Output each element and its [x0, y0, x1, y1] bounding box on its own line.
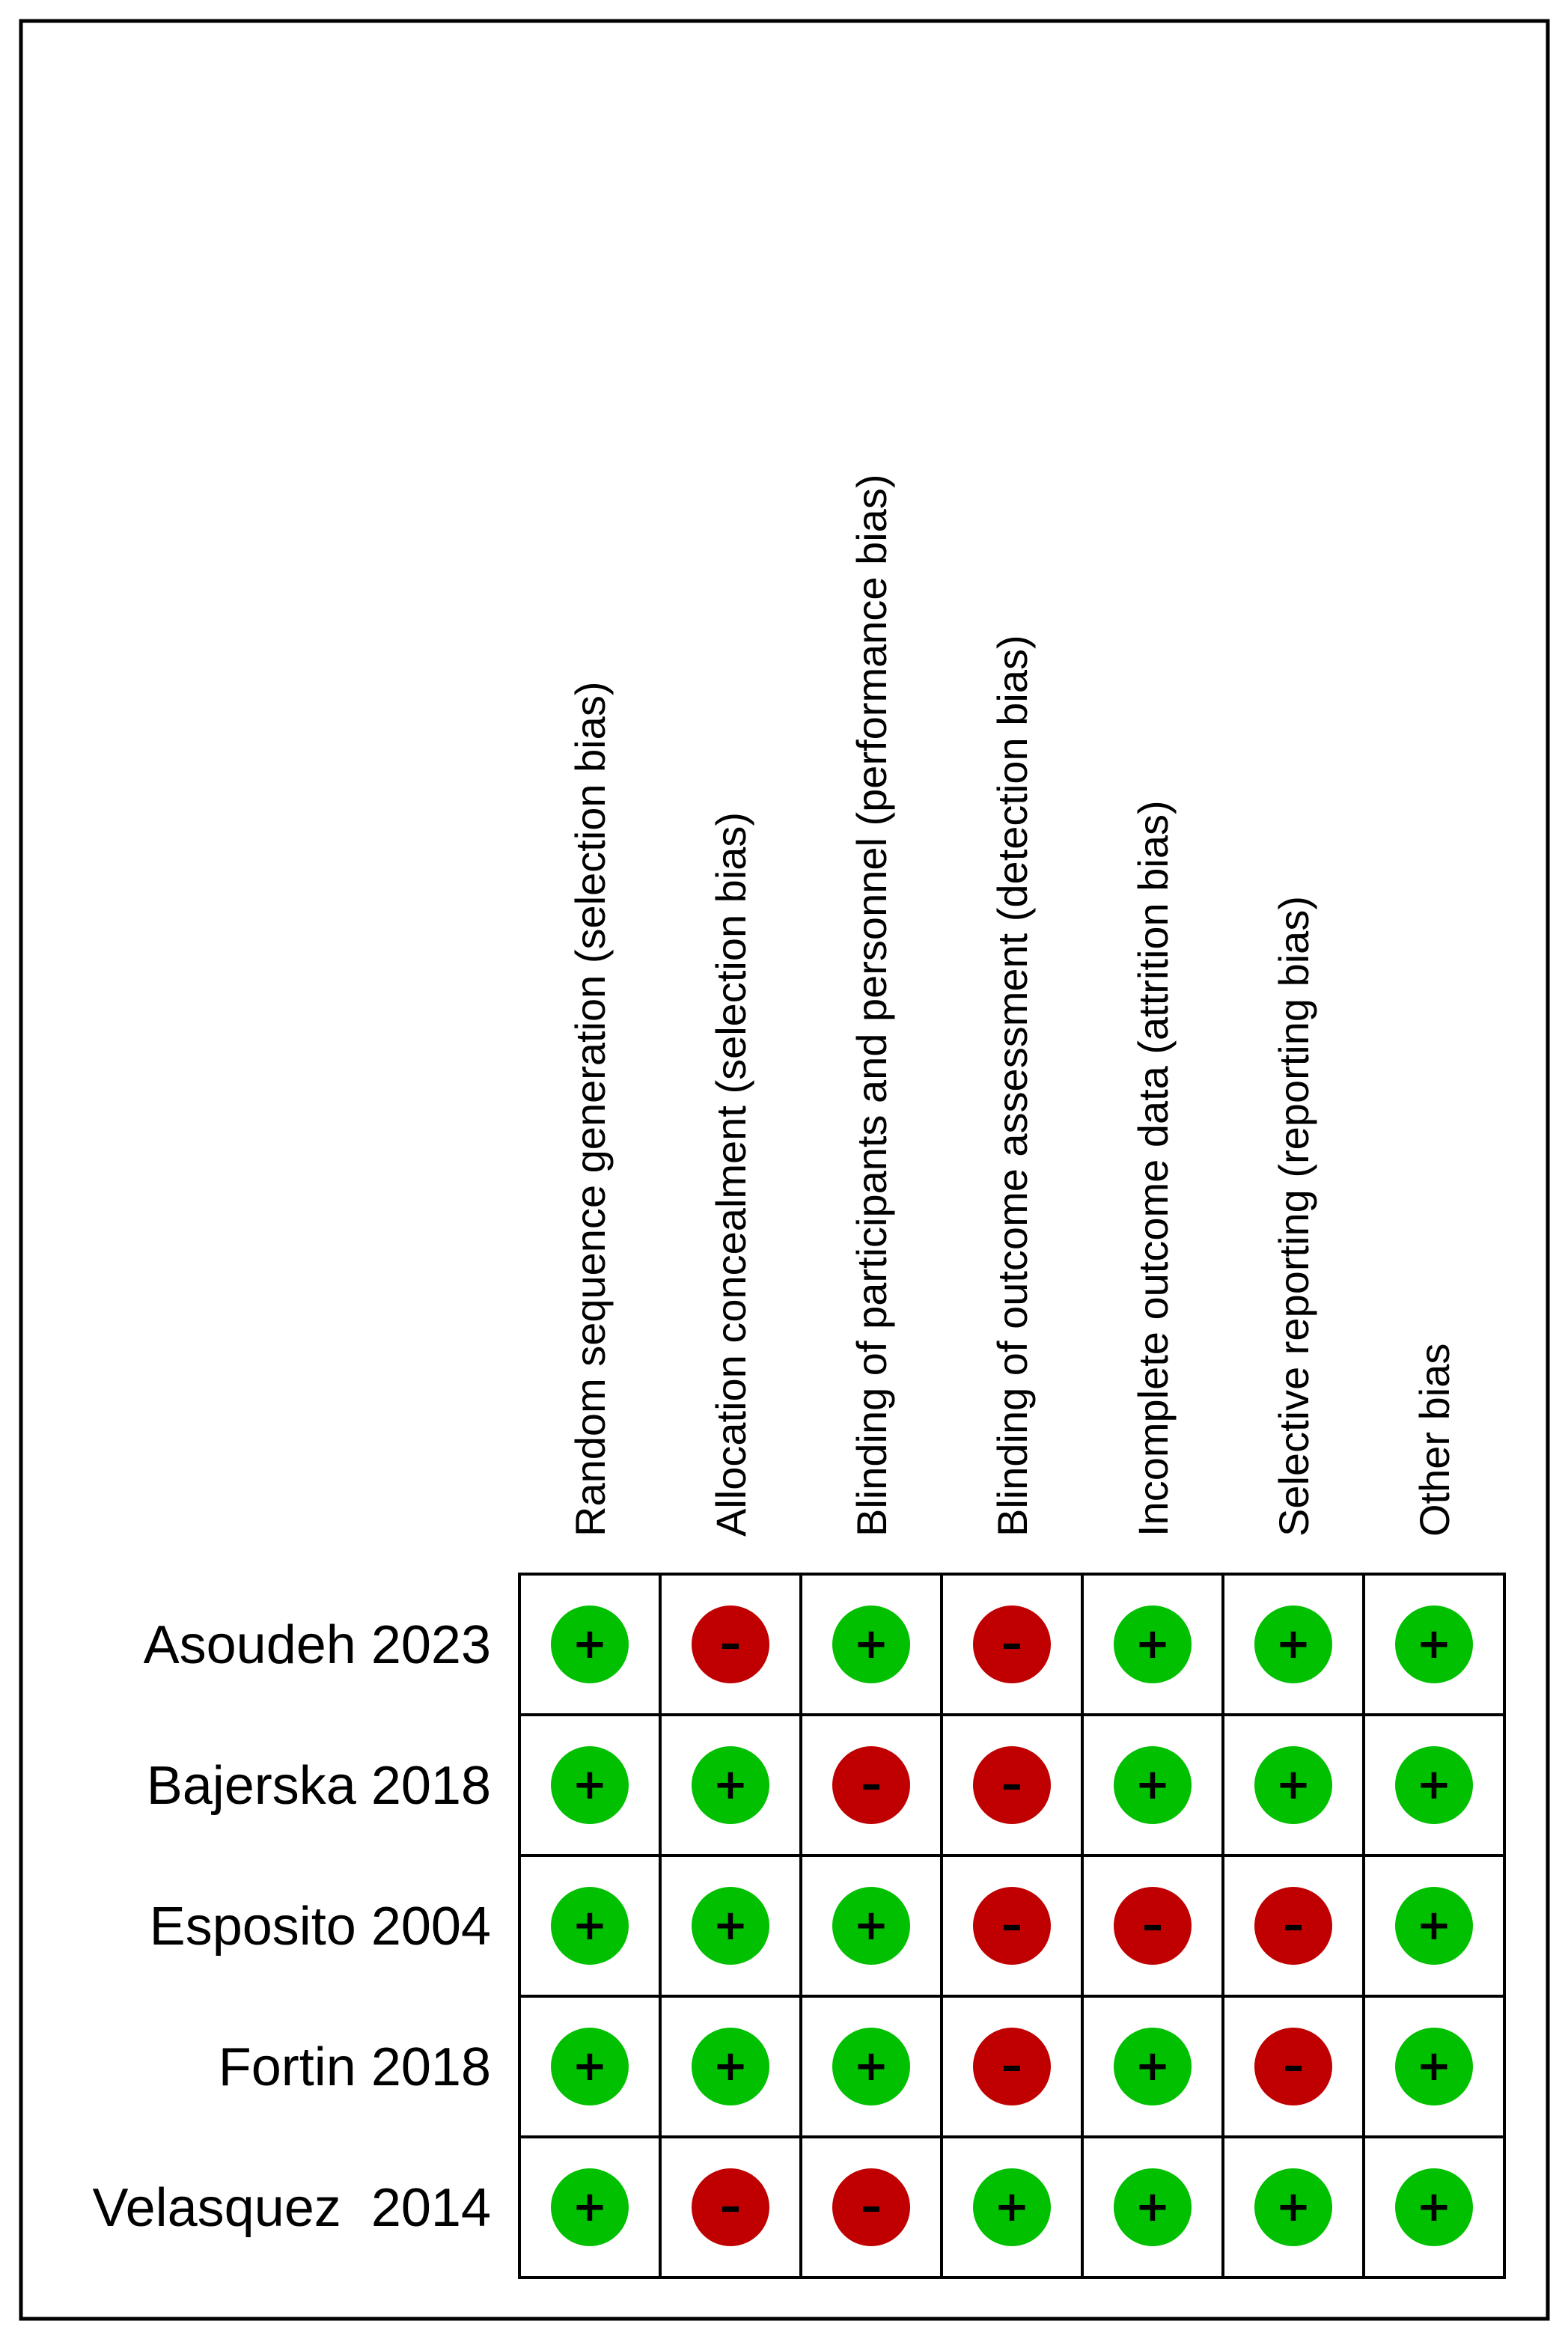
judgement-symbol: + — [713, 2042, 748, 2091]
column-label: Other bias — [1411, 1343, 1458, 1537]
judgement-symbol: – — [720, 2183, 741, 2231]
column-label: Blinding of participants and personnel (performance bias) — [848, 474, 895, 1537]
judgement-grid — [519, 1574, 1504, 2278]
column-label: Allocation concealment (selection bias) — [707, 811, 754, 1537]
judgement-symbol: – — [1283, 2042, 1304, 2091]
judgement-symbol: + — [1416, 1901, 1452, 1950]
judgement-symbol: + — [1275, 2183, 1311, 2231]
judgement-symbol: + — [1416, 2042, 1452, 2091]
judgement-symbol: + — [572, 1760, 608, 1809]
judgement-symbol: + — [1416, 2183, 1452, 2231]
study-label: Asoudeh 2023 — [143, 1615, 491, 1675]
judgement-symbol: + — [1416, 1620, 1452, 1668]
judgement-symbol: – — [720, 1620, 741, 1668]
judgement-symbol: – — [1001, 1901, 1022, 1950]
judgement-symbol: + — [572, 1620, 608, 1668]
judgement-symbol: + — [713, 1901, 748, 1950]
judgement-symbol: + — [1416, 1760, 1452, 1809]
judgement-symbol: – — [1001, 1760, 1022, 1809]
judgement-symbol: – — [1283, 1901, 1304, 1950]
column-label: Random sequence generation (selection bias) — [567, 681, 614, 1537]
column-label: Blinding of outcome assessment (detection bias) — [989, 635, 1036, 1537]
judgement-symbol: + — [1275, 1760, 1311, 1809]
study-label: Bajerska 2018 — [146, 1756, 491, 1816]
judgement-symbol: + — [572, 2042, 608, 2091]
judgement-symbol: + — [1135, 1760, 1171, 1809]
judgement-symbol: + — [1135, 2183, 1171, 2231]
judgement-symbol: – — [861, 2183, 882, 2231]
judgement-symbol: + — [853, 1620, 889, 1668]
study-label: Velasquez 2014 — [92, 2178, 491, 2238]
judgement-symbol: + — [572, 1901, 608, 1950]
judgement-symbol: + — [1135, 2042, 1171, 2091]
judgement-symbol: + — [1275, 1620, 1311, 1668]
study-label: Esposito 2004 — [149, 1897, 491, 1957]
judgement-symbol: + — [1135, 1620, 1171, 1668]
judgement-symbol: + — [853, 2042, 889, 2091]
column-label: Selective reporting (reporting bias) — [1270, 896, 1317, 1537]
study-label: Fortin 2018 — [218, 2037, 491, 2097]
judgement-symbol: + — [713, 1760, 748, 1809]
judgement-symbol: + — [572, 2183, 608, 2231]
judgement-symbol: – — [1001, 1620, 1022, 1668]
judgement-symbol: – — [861, 1760, 882, 1809]
judgement-symbol: + — [994, 2183, 1030, 2231]
judgement-symbol: + — [853, 1901, 889, 1950]
column-label: Incomplete outcome data (attrition bias) — [1129, 800, 1177, 1537]
judgement-symbol: – — [1142, 1901, 1163, 1950]
judgement-symbol: – — [1001, 2042, 1022, 2091]
